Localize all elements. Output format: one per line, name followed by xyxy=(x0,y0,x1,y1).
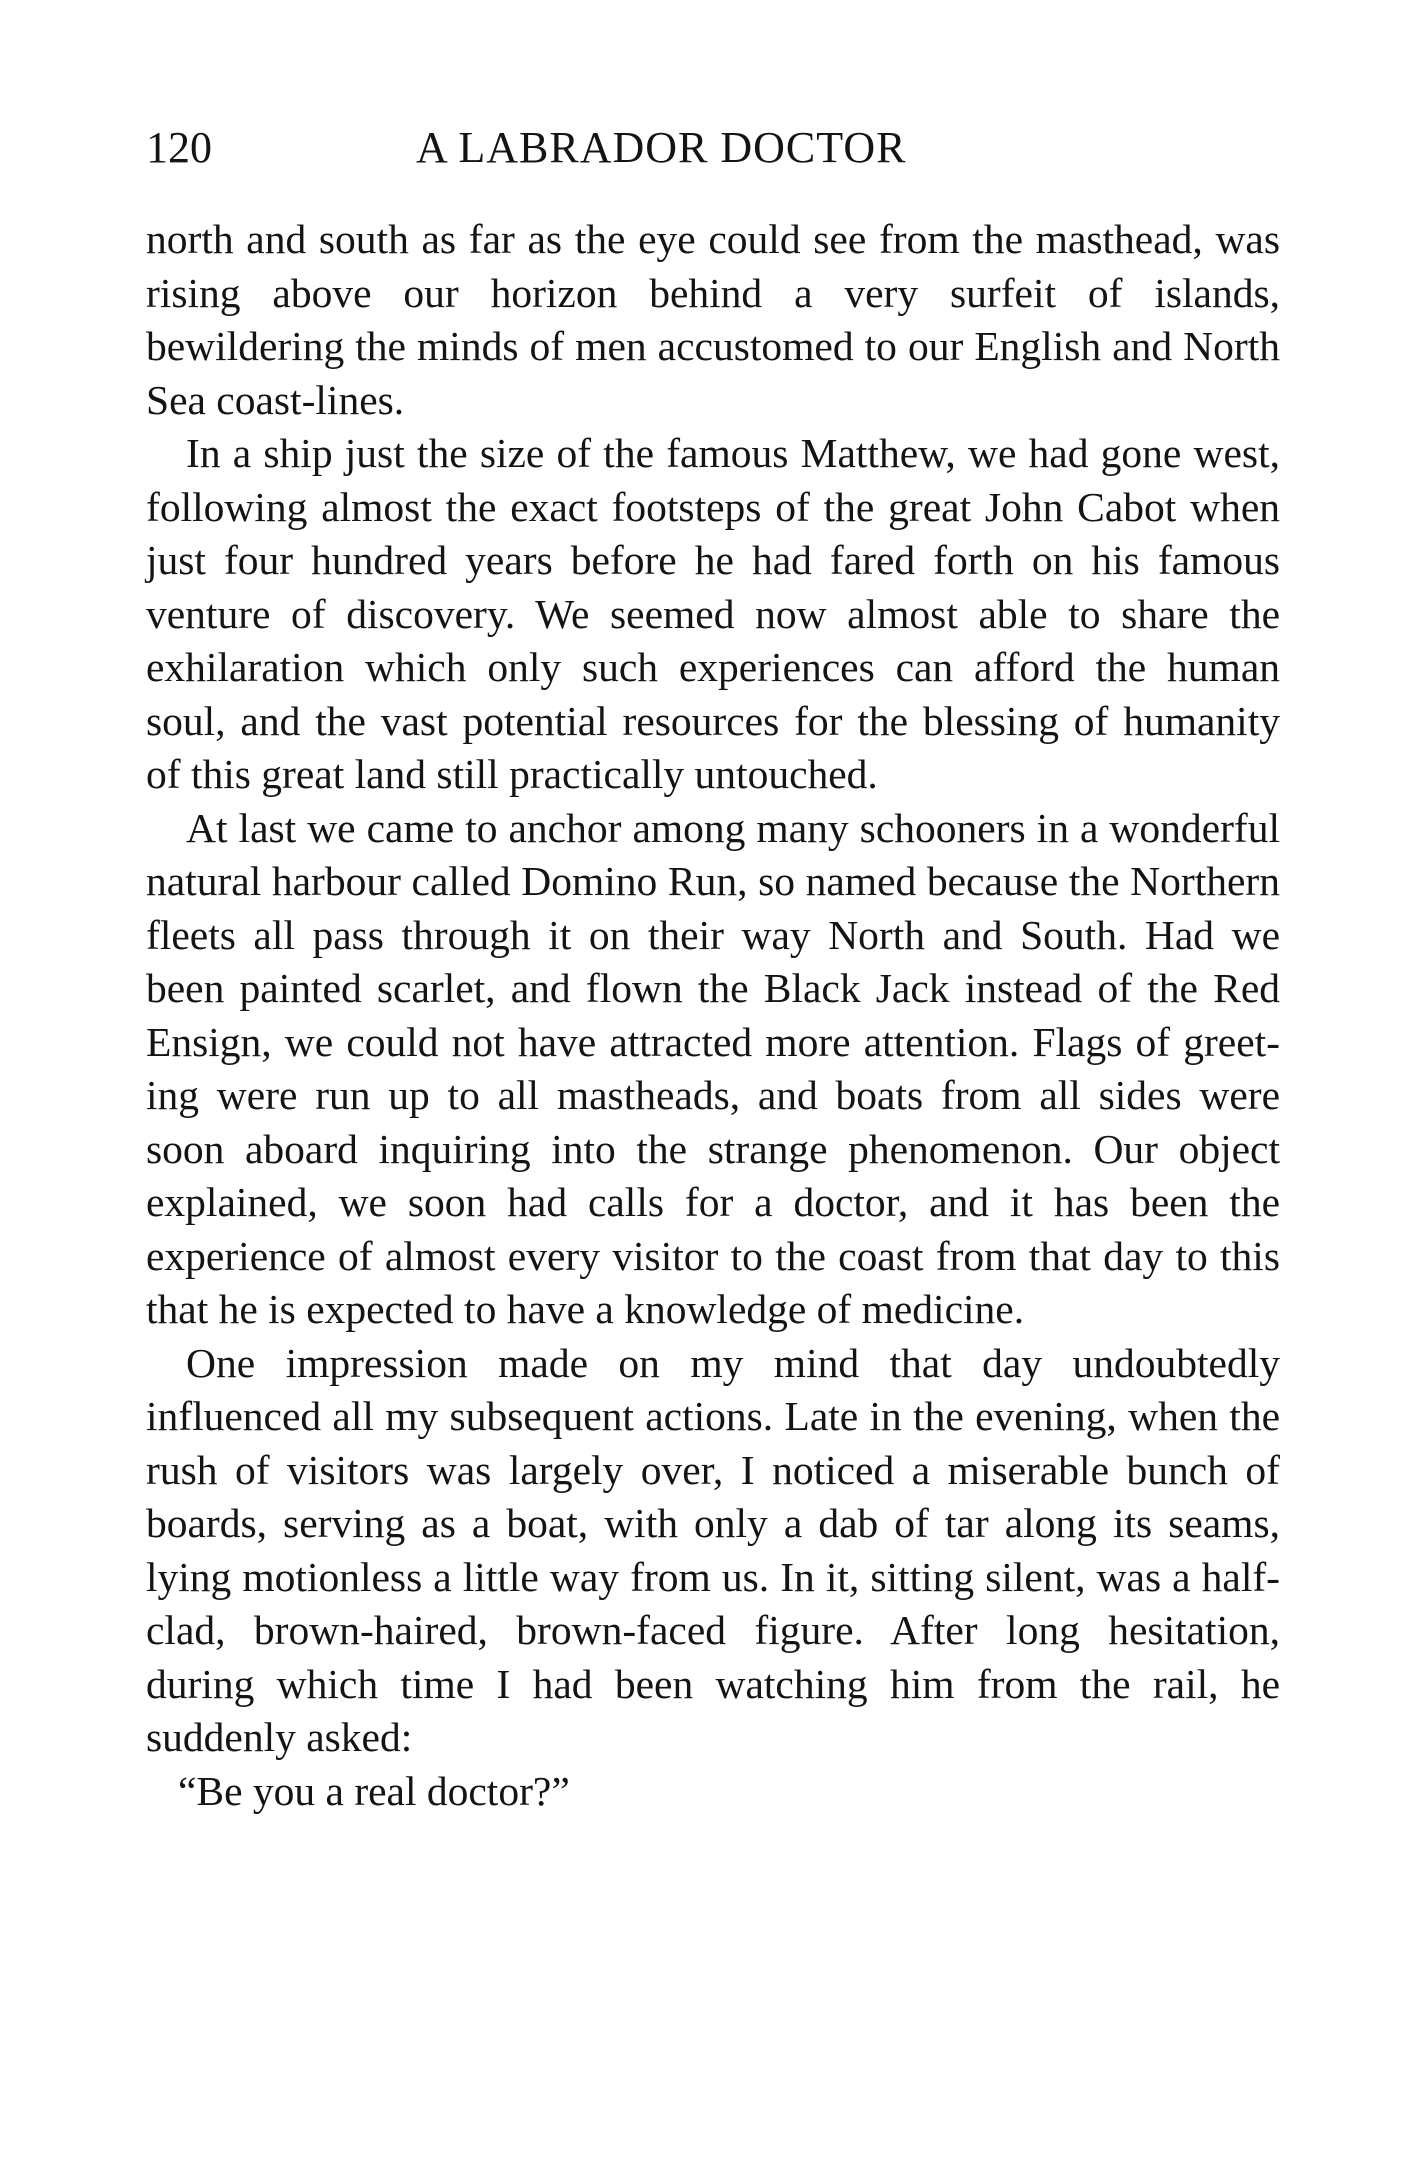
body-text xyxy=(146,213,1280,1818)
paragraph-dialogue: “Be you a real doctor?” xyxy=(178,1767,570,1814)
page-number: 120 xyxy=(146,123,212,172)
paragraph-domino-run: At last we came to anchor among many schooners in a wonderful natural harbour called Domino Run, so named because the Northern fleets all pass through it on their way North and South. Had we been painted scarlet, and flown the Black Jack instead of the Red Ensign, we could not have attracted more attention. Flags of greeting were run up to all mastheads, and boats from all sides were soon aboard inquiring into the strange phenomenon. Our object explained, we soon had calls for a doctor, and it has been the experience of almost every visitor to the coast from that day to this that he is expected to have a knowledge of medicine. xyxy=(146,804,1280,1332)
running-head: A LABRADOR DOCTOR xyxy=(416,123,907,172)
paragraph-impression: One impression made on my mind that day undoubtedly influenced all my subsequent actions. Late in the evening, when the rush of visitors was largely over, I noticed a miserable bunch of boards, serving as a boat, with only a dab of tar along its seams, lying motionless a little way from us. In it, sitting silent, was a half-clad, brown-haired, brown-faced figure. After long hesitation, during which time I had been watching him from the rail, he suddenly asked: xyxy=(146,1339,1280,1760)
page-header xyxy=(146,118,1280,178)
paragraph-continued: north and south as far as the eye could see from the masthead, was rising above our horizon behind a very surfeit of islands, bewildering the minds of men accustomed to our English and North Sea coast-lines. xyxy=(146,216,1280,423)
paragraph-matthew-voyage: In a ship just the size of the famous Matthew, we had gone west, following almost the exact footsteps of the great John Cabot when just four hundred years before he had fared forth on his famous venture of discovery. We seemed now almost able to share the exhilaration which only such experiences can afford the human soul, and the vast potential resources for the blessing of humanity of this great land still practically untouched. xyxy=(146,430,1280,797)
